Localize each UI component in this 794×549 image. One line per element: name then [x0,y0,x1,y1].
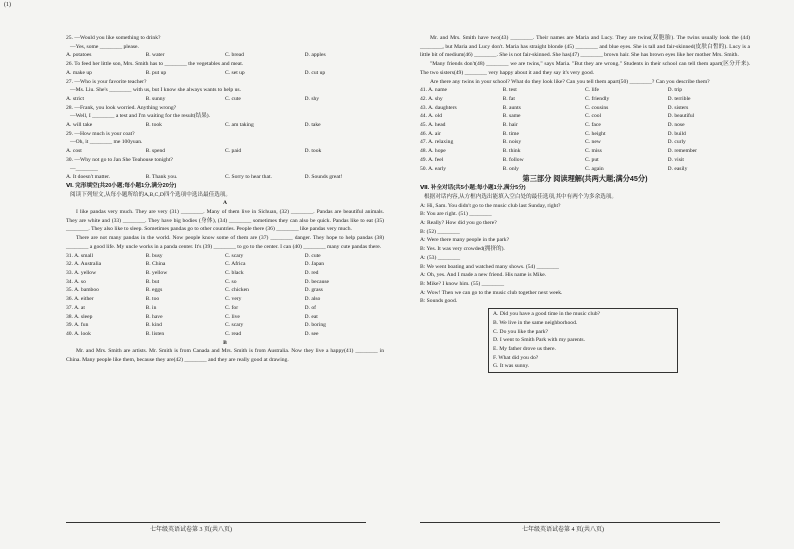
option-cell: C. chicken [225,287,249,294]
option-cell: 37. A. at [66,304,85,311]
question-26: 26. To feed her little son, Mrs. Smith has to ________ the vegetables and meat. [66,61,244,68]
question-25: 25. —Would you like something to drink? [66,35,161,41]
options-27: A. strict B. sunny C. cute D. shy [66,95,320,102]
option-cell: C. again [585,165,604,172]
option-cell: D. also [304,296,321,303]
passage-b-para3: "Many friends don't(48) ________ we are twins," says Maria. "But they are wrong." Students in their school can tell them apart(区分开来). The two sisters(49) ________ very happy about it and they say it's very good. [420,61,750,76]
option-cell: 40. A. look [66,330,91,337]
question-29: 29. —How much is your coat? [66,130,135,137]
answer-options-box [488,308,678,373]
option-cell: 36. A. either [66,296,94,303]
option-cell: 50. A. early [420,165,447,172]
option-row [66,295,384,304]
box-option: A. Did you have a good time in the music club? [493,311,601,318]
option-cell: C. scary [225,252,244,259]
option-cell: 43. A. daughters [420,104,457,111]
box-option: G. It was sunny. [493,363,530,370]
option-cell: 35. A. bamboo [66,287,99,294]
option-cell: C. live [225,313,240,320]
option-cell: 39. A. fun [66,322,89,329]
corner-mark: (1) [4,2,11,8]
option-cell: B. think [502,148,521,155]
option-cell: 49. A. feel [420,156,444,163]
dialogue-line: A: Oh, yes. And I made a new friend. His name is Mike. [420,272,547,279]
options-30: A. It doesn't matter. B. Thank you. C. Sorry to hear that. D. Sounds great! [66,174,343,181]
option-cell: D. trip [667,87,683,94]
option-cell: B. busy [145,252,163,259]
option-row [66,252,384,261]
option-cell: C. black [225,269,244,276]
footer-right: 七年级英语试卷第 4 页(共八页) [522,527,604,533]
option-cell: D. eat [304,313,318,320]
options-25: A. potatoes B. water C. bread D. apples [66,52,326,59]
option-cell: D. nose [667,122,685,129]
option-row [66,278,384,287]
option-cell: B. aunts [502,104,521,111]
passage-b-para2: Mr. and Mrs. Smith have two(43) ________. Their names are Maria and Lucy. They are twins(双胞胎). The twins usually look the (44) ________, but Maria and Lucy don't. Maria has straight blonde (45) ________ and blue eyes. She is tall and fair-skinned(皮肤白皙的). Lucy is a little bit of medium(46) ________. She is not fair-skinned. She has(47) ________ brown hair. She has brown eyes like her mother Mrs. Smith. [420,35,750,59]
option-cell: B. kind [145,322,162,329]
dialogue-line: B: (52) ________ [420,228,460,235]
option-cell: D. terrible [667,95,691,102]
passage-a-label: A [222,200,228,207]
question-28: 28. —Frank, you look worried. Anything wrong? [66,104,177,111]
dialogue-line: B: Yes. It was very crowded(拥挤的). [420,246,505,253]
option-cell: B. have [145,313,163,320]
option-cell: D. build [667,130,686,137]
footer-rule-left [66,522,366,523]
left-page [66,34,384,365]
option-cell: C. for [225,304,239,311]
dialogue-line: A: Hi, Sam. You didn't go to the music club last Sunday, right? [420,202,561,209]
option-cell: 47. A. relaxing [420,139,454,146]
section-6-instructions: 阅读下列短文,从每小题所给的A,B,C,D四个选项中选出最佳选项。 [70,191,231,198]
section-7-instructions: 根据对话内容,从方框内选出能填入空白处的最佳选项,其中有两个为多余选项。 [424,193,617,200]
option-row [420,130,750,139]
dialogue-line: A: (53) ________ [420,254,461,261]
option-cell: B. eggs [145,287,163,294]
option-cell: D. red [304,269,319,276]
option-cell: C. read [225,330,242,337]
option-cell: D. Japan [304,261,325,268]
passage-a-para1: I like pandas very much. They are very (31) ________. Many of them live in Sichuan, (32) ________. Pandas are beautiful animals. They are white and (33) ________. They have big bodies (身体), (34) ________ sometimes they can also be quick. Pandas like to eat (35) ________. They also like to sleep. Sometimes pandas go to other countries. People there (36) ________ like pandas very much. [66,209,384,233]
option-cell: B. fat [502,95,515,102]
options-31-40 [66,252,384,339]
option-cell: C. cool [585,113,602,120]
option-row [420,104,750,113]
option-row [66,321,384,330]
option-cell: C. miss [585,148,602,155]
options-29: A. cost B. spend C. paid D. took [66,148,322,155]
question-30: 30. —Why not go to Jan She Teahouse tonight? [66,156,173,163]
option-cell: B. test [502,87,517,94]
option-row [66,286,384,295]
part-3-title: 第三部分 阅读理解(共两大题;满分45分) [522,174,648,184]
option-cell: C. very [225,296,242,303]
option-row [66,330,384,339]
option-cell: B. China [145,261,166,268]
option-cell: D. beautiful [667,113,695,120]
dialogue-line: A: Wow! Then we can go to the music club together next week. [420,289,563,296]
dialogue-line: B: We went boating and watched many shows. (54) ________ [420,263,559,270]
right-page [420,34,750,373]
option-cell: 44. A. old [420,113,443,120]
option-cell: D. easily [667,165,688,172]
dialogue-line: B: You are right. (51) ________ [420,211,492,218]
option-cell: 33. A. yellow [66,269,97,276]
option-cell: B. time [502,130,519,137]
box-option: F. What did you do? [493,354,539,361]
box-option: E. My father drove us there. [493,345,556,352]
option-cell: 31. A. small [66,252,94,259]
option-cell: B. listen [145,330,165,337]
option-cell: D. see [304,330,319,337]
option-cell: B. same [502,113,521,120]
option-cell: B. hair [502,122,518,129]
option-cell: C. life [585,87,599,94]
dialogue-line: B: Mike? I know him. (55) ________ [420,280,505,287]
dialogue-line: A: Really? How did you go there? [420,220,497,227]
option-row [66,269,384,278]
option-cell: B. but [145,278,160,285]
box-option: C. Do you like the park? [493,328,548,335]
option-cell: D. remember [667,148,698,155]
option-row [66,304,384,313]
option-row [420,95,750,104]
dialogue [420,202,750,306]
options-26: A. make up B. put up C. set up D. cut up [66,69,326,76]
option-cell: C. so [225,278,237,285]
option-row [420,156,750,165]
dialogue-line: B: Sounds good. [420,298,458,305]
option-cell: D. curly [667,139,686,146]
question-25-line2: —Yes, some ________ please. [70,43,139,50]
option-cell: B. only [502,165,519,172]
option-cell: C. height [585,130,606,137]
options-28: A. will take B. took C. am taking D. take [66,122,321,129]
option-cell: D. because [304,278,330,285]
option-cell: 48. A. hope [420,148,446,155]
option-cell: 41. A. name [420,87,448,94]
option-cell: B. too [145,296,160,303]
section-7-title: Ⅶ. 补全对话(共5小题;每小题1分,满分5分) [420,185,526,192]
option-cell: B. follow [502,156,524,163]
option-row [66,313,384,322]
option-cell: C. put [585,156,599,163]
option-cell: D. cute [304,252,321,259]
option-row [420,86,750,95]
passage-a-para2: There are not many pandas in the world. Now people know some of them are (37) ________ danger. They hope to help pandas (38) ________ a good life. My uncle works in a panda center. It's (39) ________ to go to the center. I can (40) ________ many cute pandas there. [66,235,384,250]
option-cell: 45. A. head [420,122,446,129]
option-row [420,112,750,121]
option-cell: 42. A. shy [420,95,443,102]
option-cell: B. noisy [502,139,522,146]
option-cell: D. grass [304,287,323,294]
question-28-line2: —Well, I ________ a test and I'm waiting for the result(结果). [70,113,211,120]
option-cell: 38. A. sleep [66,313,93,320]
option-cell: D. of [304,304,316,311]
question-30-line2: —________ [70,165,98,172]
option-cell: C. friendly [585,95,610,102]
question-27-line2: —Ms. Liu. She's ________ with us, but I know she always wants to help us. [70,87,241,94]
option-cell: B. yellow [145,269,168,276]
footer-rule-right [420,522,720,523]
option-cell: C. new [585,139,601,146]
option-cell: 46. A. air [420,130,441,137]
option-row [420,165,750,174]
passage-b-para: Mr. and Mrs. Smith are artists. Mr. Smith is from Canada and Mrs. Smith is from Australia. Now they live a happy(41) ________ in China. Many people like them, because they are(42) ________ and they are really good at drawing. [66,348,384,364]
option-cell: 32. A. Australia [66,261,102,268]
box-option: D. I went to Smith Park with my parents. [493,337,585,344]
options-41-50 [420,86,750,173]
option-row [420,121,750,130]
option-cell: C. scary [225,322,244,329]
footer-left: 七年级英语试卷第 3 页(共八页) [150,527,232,533]
passage-b-label: B [223,339,227,346]
option-cell: D. boring [304,322,326,329]
passage-b-para4: Are there any twins in your school? What do they look like? Can you tell them apart(50) ________? Can you describe them? [430,78,710,85]
option-row [420,138,750,147]
option-row [420,147,750,156]
option-cell: C. Africa [225,261,246,268]
option-cell: C. face [585,122,601,129]
box-option: B. We live in the same neighborhood. [493,319,578,326]
option-cell: 34. A. so [66,278,86,285]
dialogue-line: A: Were there many people in the park? [420,237,510,244]
option-row [66,260,384,269]
question-29-line2: —Oh, it ________ me 100yuan. [70,139,143,146]
option-cell: D. visit [667,156,684,163]
option-cell: B. in [145,304,157,311]
question-27: 27. —Who is your favorite teacher? [66,78,147,85]
section-6-title: Ⅵ. 完形填空(共20小题;每小题1分,满分20分) [66,182,177,189]
option-cell: D. sisters [667,104,689,111]
option-cell: C. cousins [585,104,609,111]
